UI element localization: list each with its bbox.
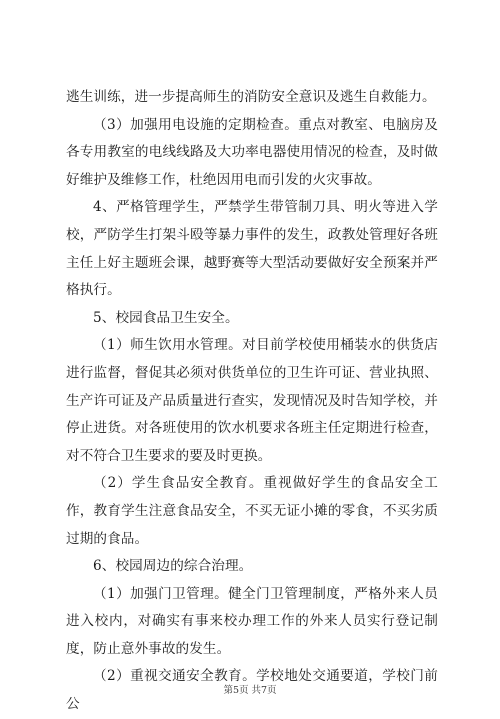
section-heading-6: 6、校园周边的综合治理。 <box>93 558 253 575</box>
paragraph-8: （1）加强门卫管理。健全门卫管理制度，严格外来人员进入校内，对确实有事来校办理工作的外来人员实行登记制度，防止意外事故的发生。 <box>66 585 438 657</box>
paragraph-6: （2）学生食品安全教育。重视做好学生的食品安全工作，教育学生注意食品安全，不买无证小摊的零食，不买劣质过期的食品。 <box>66 475 438 547</box>
paragraph-3: 4、严格管理学生，严禁学生带管制刀具、明火等进入学校，严防学生打架斗殴等暴力事件的发生，政教处管理好各班主任上好主题班会课，越野赛等大型活动要做好安全预案并严格执行。 <box>66 199 438 299</box>
paragraph-5: （1）师生饮用水管理。对目前学校使用桶装水的供货店进行监督，督促其必须对供货单位的卫生许可证、营业执照、生产许可证及产品质量进行查实，发现情况及时告知学校，并停止进货。对各班使用的饮水机要求各班主任定期进行检查，对不符合卫生要求的要及时更换。 <box>66 337 438 464</box>
paragraph-2: （3）加强用电设施的定期检查。重点对教室、电脑房及各专用教室的电线线路及大功率电器使用情况的检查，及时做好维护及维修工作，杜绝因用电而引发的火灾事故。 <box>66 116 438 188</box>
document-body <box>66 84 438 719</box>
section-heading-5: 5、校园食品卫生安全。 <box>93 309 239 326</box>
paragraph-9: （2）重视交通安全教育。学校地处交通要道，学校门前公 <box>66 668 438 713</box>
page-footer: 第5页 共7页 <box>223 685 277 696</box>
paragraph-1: 逃生训练，进一步提高师生的消防安全意识及逃生自救能力。 <box>66 89 436 105</box>
